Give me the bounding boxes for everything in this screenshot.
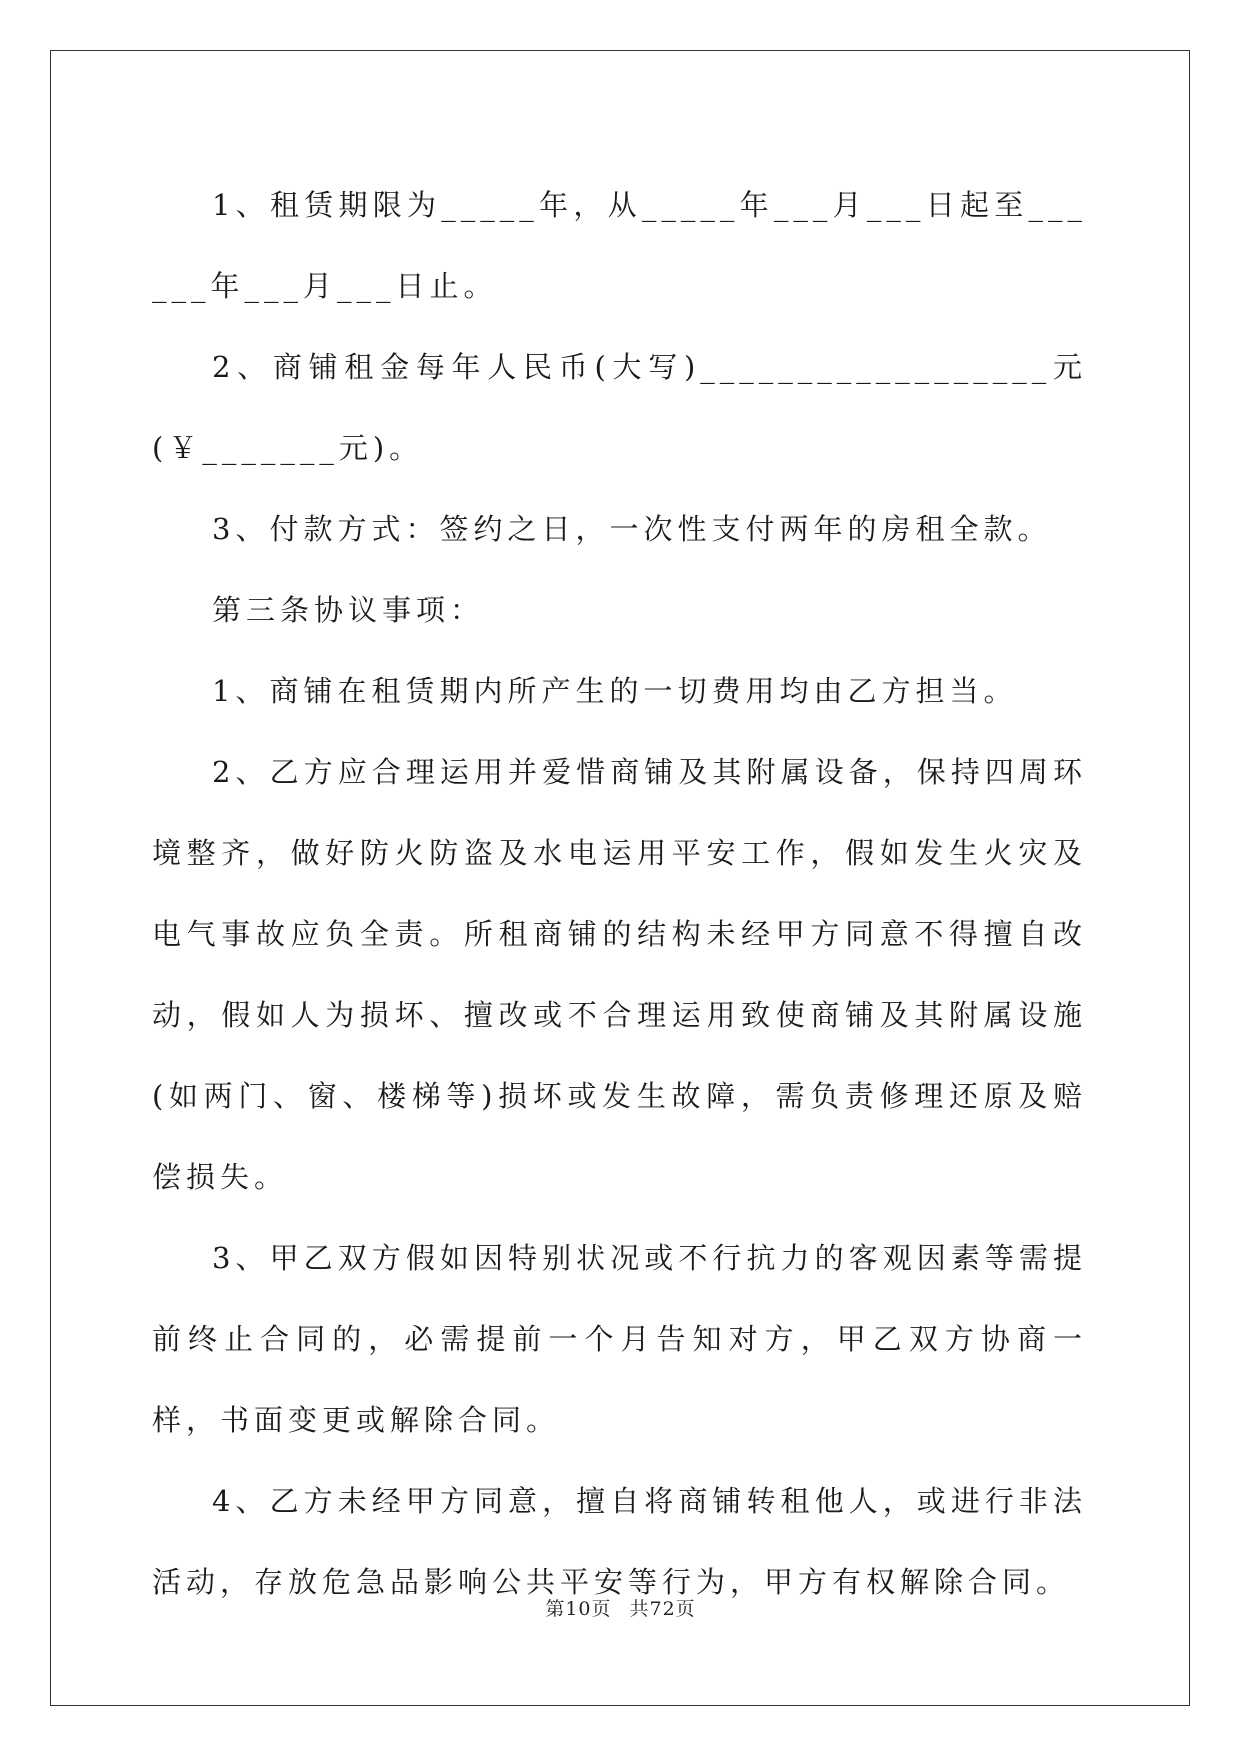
document-body xyxy=(152,165,1087,1623)
paragraph-sublease-prohibition: 4、乙方未经甲方同意，擅自将商铺转租他人，或进行非法活动，存放危急品影响公共平安等行为，甲方有权解除合同。 xyxy=(152,1484,1087,1599)
section-heading-article-3: 第三条协议事项： xyxy=(212,593,485,627)
paragraph-payment-method: 3、付款方式：签约之日，一次性支付两年的房租全款。 xyxy=(212,512,1052,546)
page-footer xyxy=(0,1594,1241,1621)
page-number-total: 共72页 xyxy=(629,1598,696,1620)
paragraph-early-termination: 3、甲乙双方假如因特别状况或不行抗力的客观因素等需提前终止合同的，必需提前一个月告知对方，甲乙双方协商一样，书面变更或解除合同。 xyxy=(152,1241,1087,1437)
paragraph-maintenance: 2、乙方应合理运用并爱惜商铺及其附属设备，保持四周环境整齐，做好防火防盗及水电运用平安工作，假如发生火灾及电气事故应负全责。所租商铺的结构未经甲方同意不得擅自改动，假如人为损坏、擅改或不合理运用致使商铺及其附属设施(如两门、窗、楼梯等)损坏或发生故障，需负责修理还原及赔偿损失。 xyxy=(152,755,1087,1194)
paragraph-rent-amount: 2、商铺租金每年人民币(大写)__________________元(￥_______元)。 xyxy=(152,350,1087,465)
paragraph-expenses: 1、商铺在租赁期内所产生的一切费用均由乙方担当。 xyxy=(212,674,1018,708)
paragraph-lease-term: 1、租赁期限为_____年，从_____年___月___日起至______年___月___日止。 xyxy=(152,188,1087,303)
page-number-current: 第10页 xyxy=(545,1598,612,1620)
